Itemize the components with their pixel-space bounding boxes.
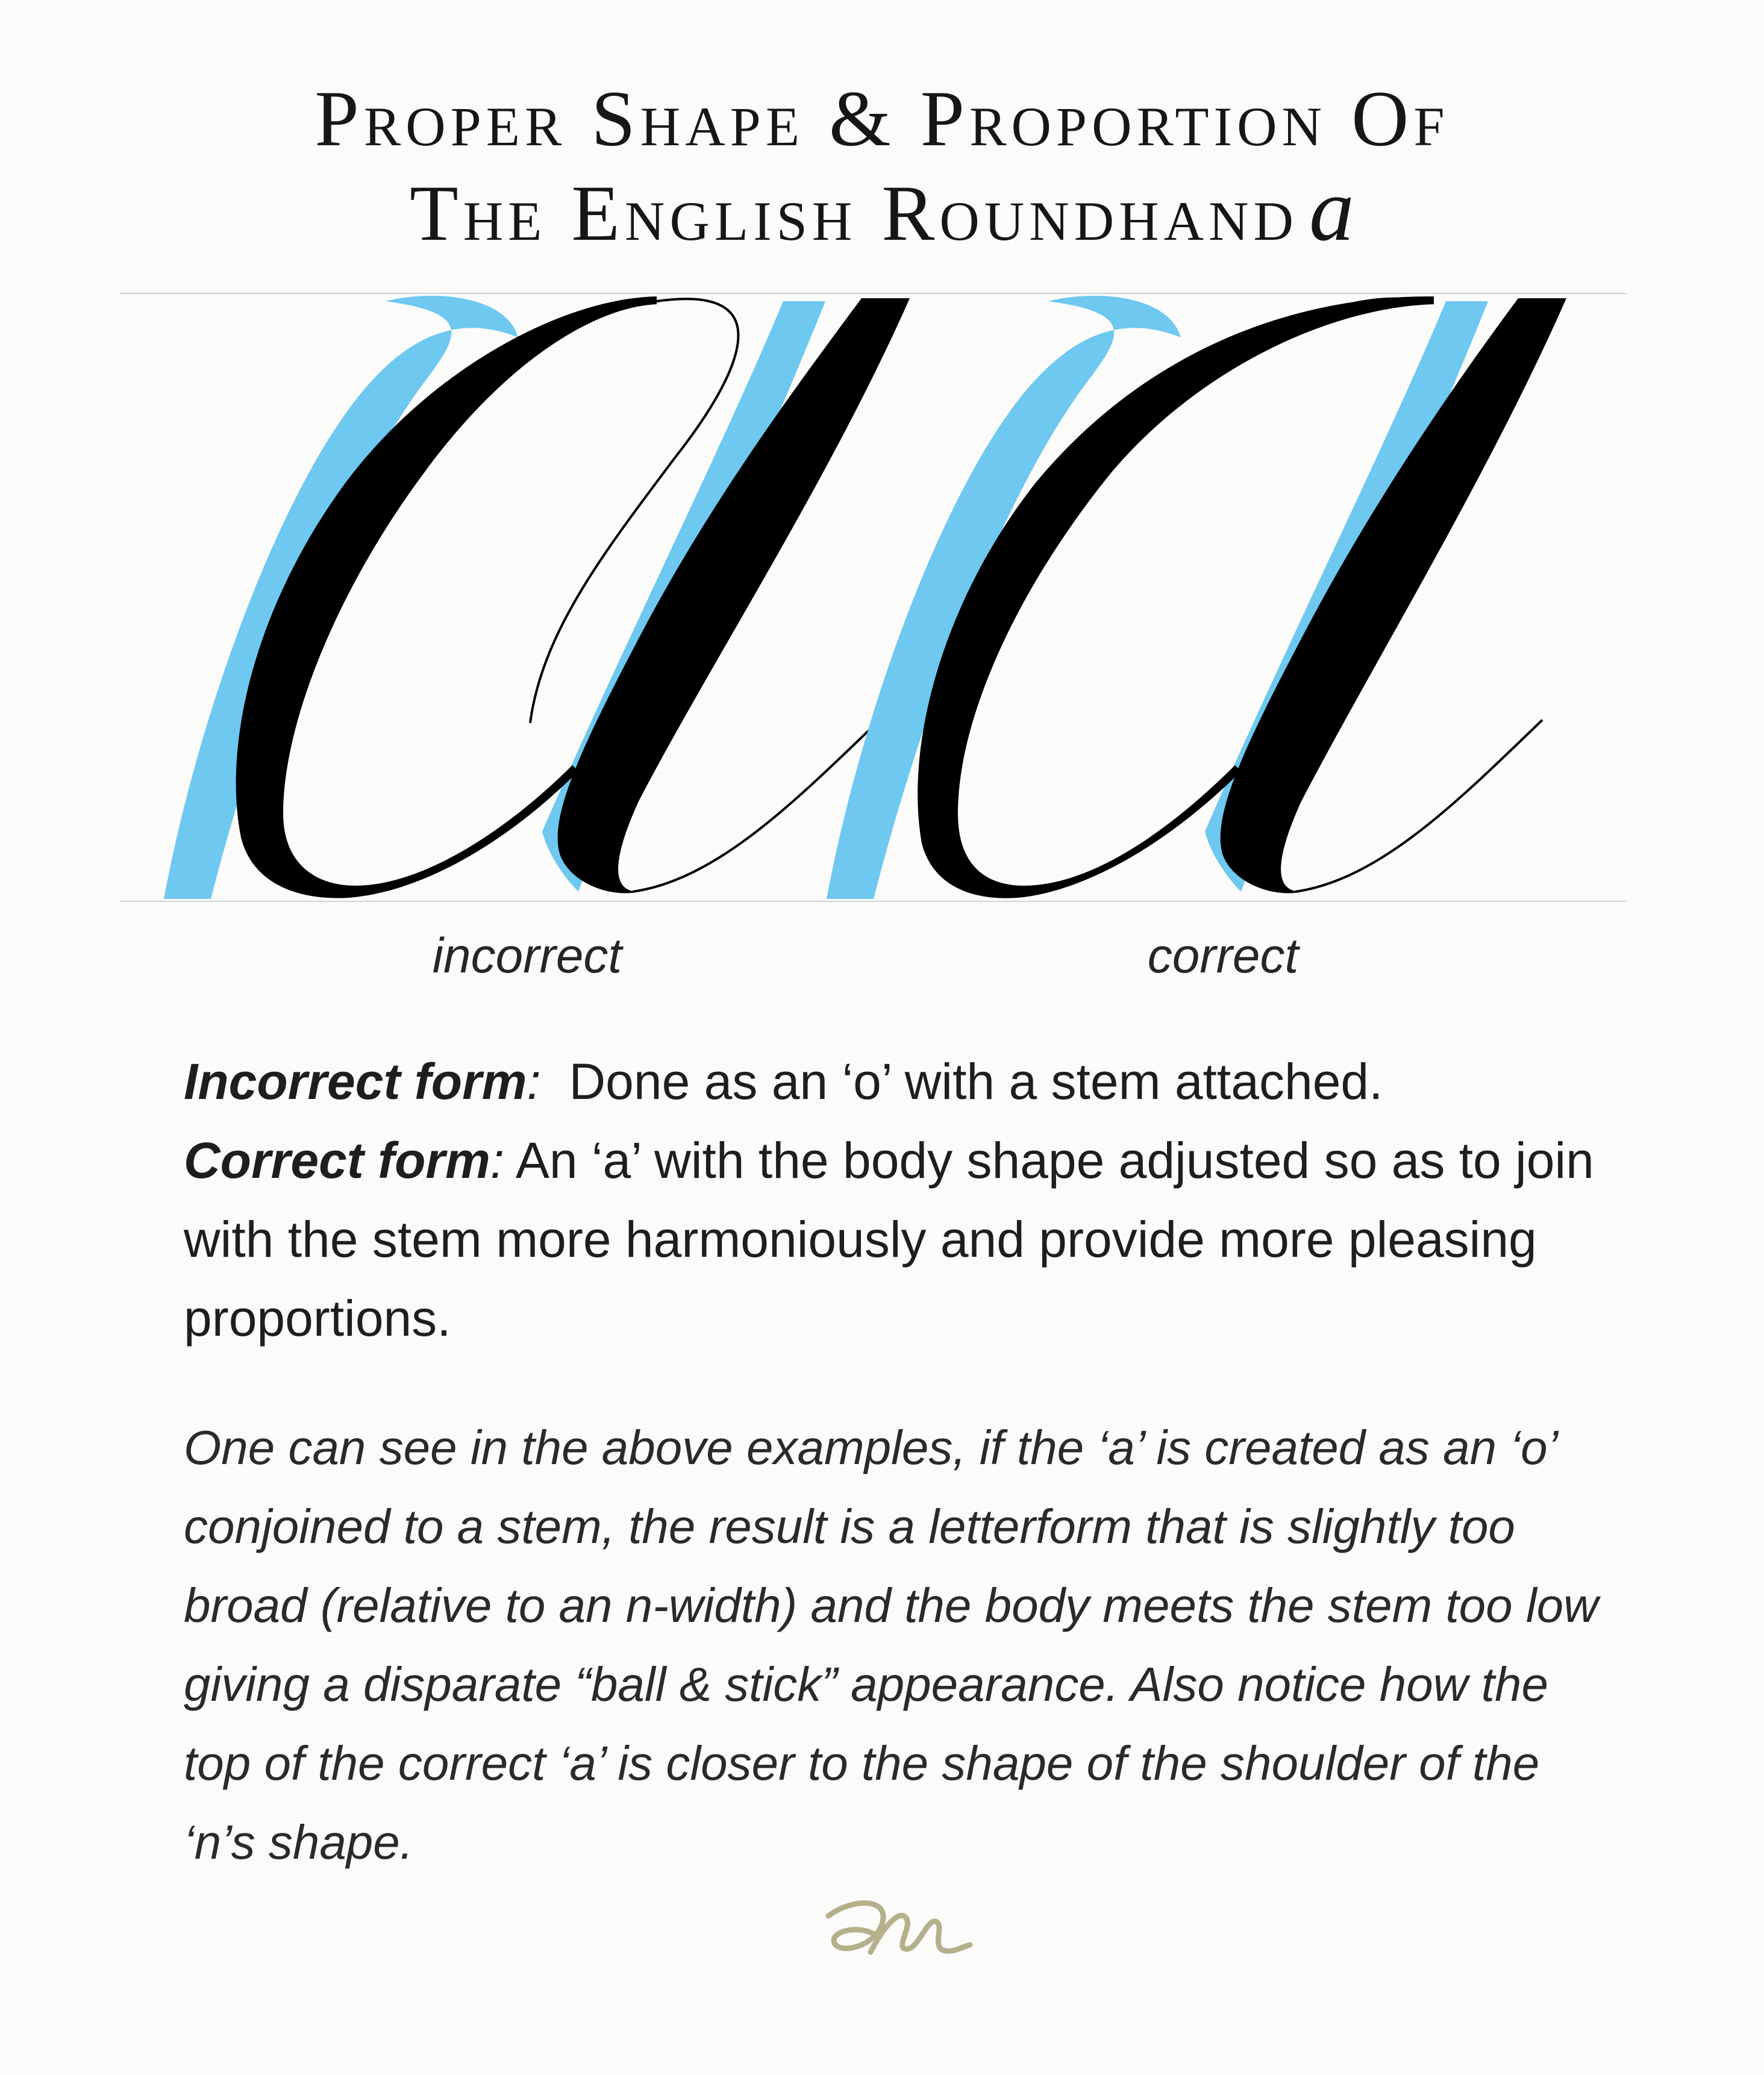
letterform-illustrations [0, 0, 1764, 940]
correct-stem [1221, 298, 1566, 894]
incorrect-form-label: Incorrect form [184, 1053, 527, 1110]
title-letter: a [1309, 160, 1354, 260]
explanation-text: One can see in the above examples, if the ‘a’ is created as an ‘o’ conjoined to a stem, the result is a letterform that is slightly too broad (relative to an n-width) and the body meets the stem too low giving a disparate “ball & stick” appearance. Also notice how the top of the correct ‘a’ is closer to the shape of the shoulder of the ‘n’s shape. [184, 1421, 1598, 1869]
correct-definition: Correct form: An ‘a’ with the body shape adjusted so as to join with the stem more harmoniously and provide more pleasing proportions. [184, 1132, 1594, 1347]
signature-monogram [816, 1892, 973, 1964]
incorrect-form-text: Done as an ‘o’ with a stem attached. [569, 1053, 1383, 1110]
explanation-paragraph [184, 1408, 1606, 1882]
title-line-2-text: The English Roundhand [410, 169, 1298, 257]
caption-incorrect: incorrect [432, 928, 622, 983]
correct-form-label: Correct form [184, 1132, 490, 1189]
title-line-1: Proper Shape & Proportion Of [314, 74, 1450, 163]
incorrect-letter-a [164, 296, 910, 899]
correct-letter-a [827, 296, 1566, 899]
caption-correct: correct [1147, 928, 1299, 983]
incorrect-definition: Incorrect form: Done as an ‘o’ with a stem attached. [184, 1053, 1383, 1110]
correct-exit-stroke [1295, 720, 1542, 892]
definitions-paragraph [184, 1042, 1606, 1358]
correct-form-text: An ‘a’ with the body shape adjusted so as to join with the stem more harmoniously and provide more pleasing proportions. [184, 1132, 1594, 1347]
